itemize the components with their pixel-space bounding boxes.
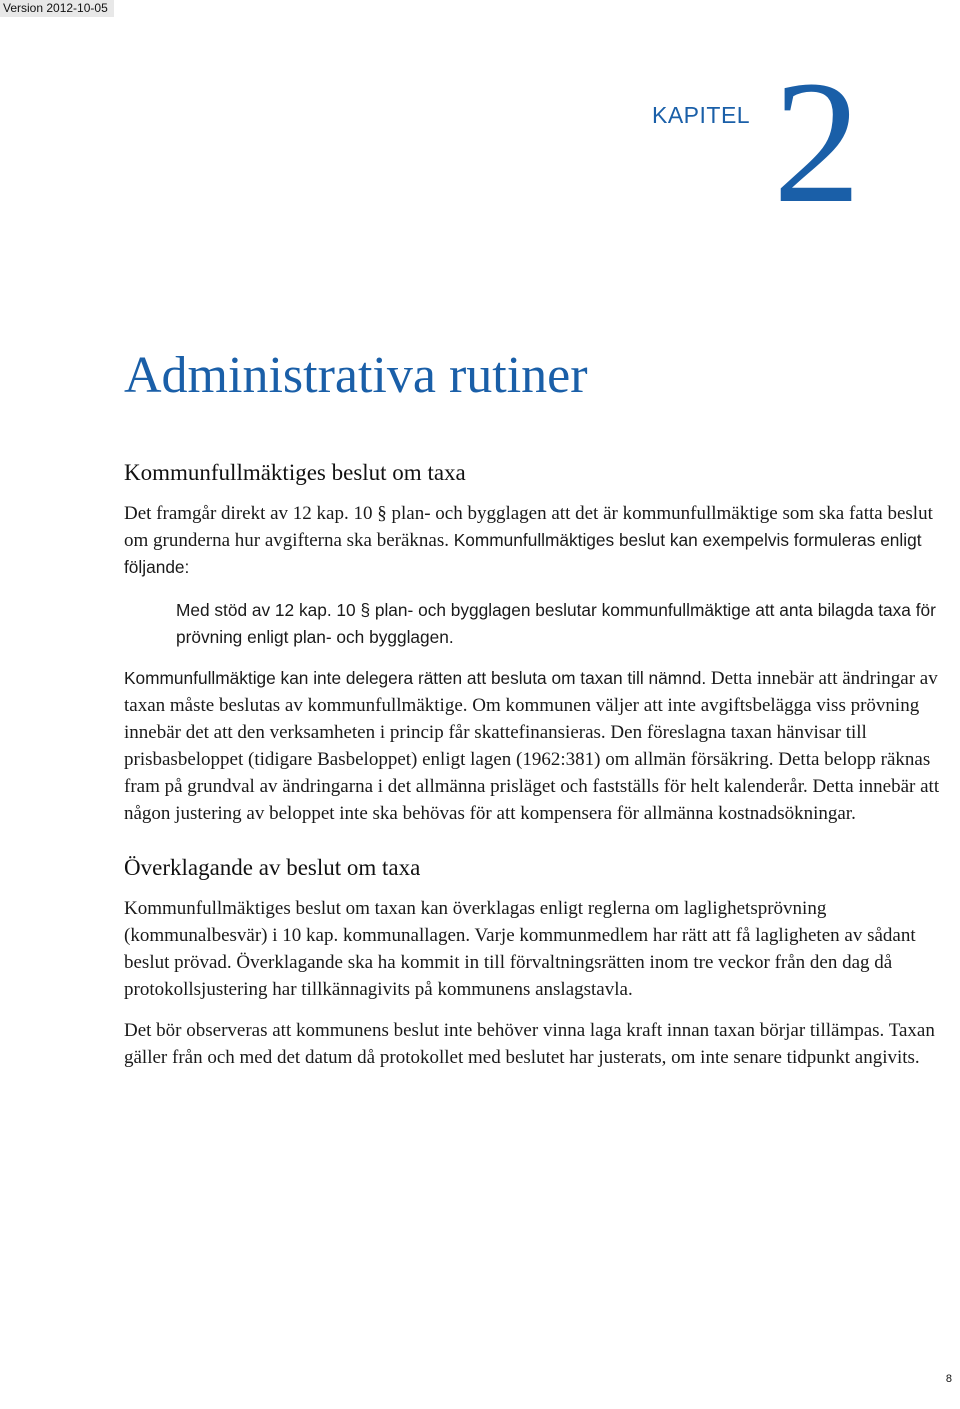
chapter-label: KAPITEL [652, 102, 751, 128]
delegation-text-b: Detta innebär att ändringar av taxan måste beslutas av kommunfullmäktige. [124, 668, 938, 716]
section-heading-taxa-decision: Kommunfullmäktiges beslut om taxa [124, 460, 466, 485]
intro-text-a: Det framgår direkt av 12 kap. 10 § plan- och bygglagen att det är kommunfullmäktige som ska fatta beslut om grunderna hur avgifterna ska beräknas. [124, 503, 933, 551]
delegation-paragraph [124, 665, 960, 827]
chapter-number: 2 [773, 45, 861, 240]
page-title: Administrativa rutiner [124, 347, 588, 404]
intro-paragraph [124, 500, 960, 581]
document-body [124, 458, 960, 1071]
intro-text-b: Kommunfullmäktiges beslut kan exempelvis formuleras enligt följande: [124, 530, 922, 577]
spacer [124, 827, 960, 853]
appeal-paragraph: Kommunfullmäktiges beslut om taxan kan överklagas enligt reglerna om laglighetsprövning (kommunalbesvär) i 10 kap. kommunallagen. Varje kommunmedlem har rätt att få lagligheten av sådant beslut prövad. Överklagande ska ha kommit in till förvaltningsrätten inom tre veckor från den dag då protokollsjustering har tillkännagivits på kommunens anslagstavla. [124, 898, 916, 1000]
decision-quote: Med stöd av 12 kap. 10 § plan- och bygglagen beslutar kommunfullmäktige att anta bilagda taxa för prövning enligt plan- och bygglagen. [176, 600, 936, 647]
version-label: Version 2012-10-05 [0, 0, 114, 17]
spacer [124, 1003, 960, 1017]
delegation-text-c: Om kommunen väljer att inte avgiftsbelägga viss prövning innebär det att den verksamheten i princip får skattefinansieras. Den föreslagna taxan hänvisar till prisbasbeloppet (tidigare Basbeloppet) enligt lagen (1962:381) om allmän försäkring. Detta belopp räknas fram på grundval av ändringarna i det allmänna prisläget och fastställs för helt kalenderår. Detta innebär att någon justering av beloppet inte ska behövas för att kompensera för allmänna kostnadsökningar. [124, 695, 940, 824]
legal-force-paragraph: Det bör observeras att kommunens beslut inte behöver vinna laga kraft innan taxan börjar tillämpas. Taxan gäller från och med det datum då protokollet med beslutet har justerats, om inte senare tidpunkt angivits. [124, 1020, 935, 1068]
page-number: 8 [945, 1373, 952, 1385]
delegation-text-a: Kommunfullmäktige kan inte delegera rätten att besluta om taxan till nämnd. [124, 668, 707, 688]
section-heading-appeal: Överklagande av beslut om taxa [124, 855, 421, 880]
